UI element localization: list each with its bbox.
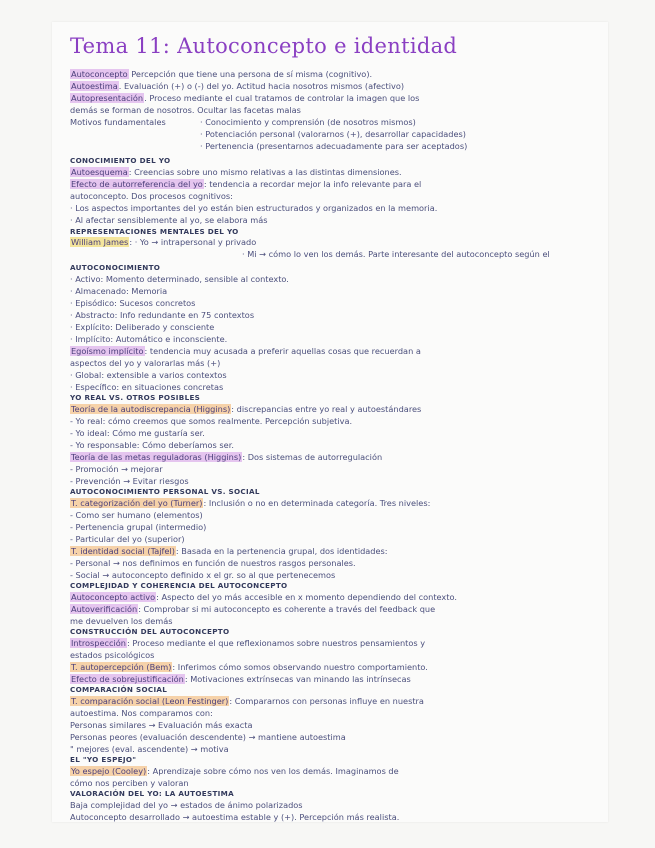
section-heading: COMPLEJIDAD Y COHERENCIA DEL AUTOCONCEPTO (70, 581, 288, 590)
bullet-item: - Como ser humano (elementos) (70, 510, 203, 520)
bullet-item: · Específico: en situaciones concretas (70, 382, 224, 392)
def-autoestima: Autoestima. Evaluación (+) o (-) del yo. Actitud hacia nosotros mismos (afectivo) (71, 81, 405, 91)
motivo-item: · Pertenencia (presentarnos adecuadamente para ser aceptados) (200, 141, 468, 151)
bullet-item: Personas similares → Evaluación más exacta (70, 720, 253, 730)
term-highlight: Autopresentación (71, 93, 144, 103)
section-heading: AUTOCONOCIMIENTO PERSONAL VS. SOCIAL (70, 487, 260, 496)
bullet-item: - Particular del yo (superior) (70, 534, 185, 544)
egoismo-cont: aspectos del yo y valorarlas más (+) (70, 358, 221, 368)
bullet-item: - Promoción → mejorar (70, 464, 163, 474)
bullet-item: · Los aspectos importantes del yo están bien estructurados y organizados en la memoria. (70, 203, 438, 213)
bullet-item: · Implícito: Automático e inconsciente. (70, 334, 228, 344)
turner: T. categorización del yo (Turner): Inclusión o no en determinada categoría. Tres niveles: (71, 498, 431, 508)
section-heading: AUTOCONOCIMIENTO (70, 263, 161, 272)
bullet-item: Personas peores (evaluación descendente) → mantiene autoestima (70, 732, 346, 742)
page-title: Tema 11: Autoconcepto e identidad (70, 34, 458, 58)
sobrejustificacion: Efecto de sobrejustificación: Motivaciones extrínsecas van minando las intrínsecas (71, 674, 411, 684)
autorreferencia: Efecto de autorreferencia del yo: tendencia a recordar mejor la info relevante para el (71, 179, 422, 189)
bullet-item: - Yo ideal: Cómo me gustaría ser. (70, 428, 205, 438)
bullet-item: · Abstracto: Info redundante en 75 contextos (70, 310, 255, 320)
section-heading: CONOCIMIENTO DEL YO (70, 156, 171, 165)
bullet-item: - Yo real: cómo creemos que somos realmente. Percepción subjetiva. (70, 416, 353, 426)
bullet-item: · Global: extensible a varios contextos (70, 370, 227, 380)
section-heading: EL "YO ESPEJO" (70, 755, 137, 764)
autodiscrepancia: Teoría de la autodiscrepancia (Higgins): discrepancias entre yo real y autoestándares (71, 404, 422, 414)
bullet-item: " mejores (eval. ascendente) → motiva (70, 744, 229, 754)
metas-reguladoras: Teoría de las metas reguladoras (Higgins): Dos sistemas de autorregulación (71, 452, 383, 462)
bullet-item: - Personal → nos definimos en función de nuestros rasgos personales. (70, 558, 356, 568)
section-heading: YO REAL VS. OTROS POSIBLES (70, 393, 201, 402)
def-autopresentacion: Autopresentación. Proceso mediante el cual tratamos de controlar la imagen que los (71, 93, 420, 103)
festinger-cont: autoestima. Nos comparamos con: (70, 708, 213, 718)
autoverificacion: Autoverificación: Comprobar si mi autoconcepto es coherente a través del feedback que (71, 604, 436, 614)
festinger: T. comparación social (Leon Festinger): Compararnos con personas influye en nuestra (71, 696, 424, 706)
bullet-item: · Mi → cómo lo ven los demás. Parte interesante del autoconcepto según el (242, 249, 550, 259)
autoconcepto-activo: Autoconcepto activo: Aspecto del yo más accesible en x momento dependiendo del contexto. (71, 592, 457, 602)
note-page (52, 22, 608, 822)
bullet-item: · Explícito: Deliberado y consciente (70, 322, 215, 332)
bullet-item: · Almacenado: Memoria (70, 286, 168, 296)
section-heading: CONSTRUCCIÓN DEL AUTOCONCEPTO (70, 627, 230, 636)
bullet-item: - Pertenencia grupal (intermedio) (70, 522, 207, 532)
section-heading: REPRESENTACIONES MENTALES DEL YO (70, 227, 239, 236)
introspeccion-cont: estados psicológicos (70, 650, 155, 660)
william-james: William James: · Yo → intrapersonal y privado (71, 237, 257, 247)
autoesquema: Autoesquema: Creencias sobre uno mismo relativas a las distintas dimensiones. (71, 167, 402, 177)
autorreferencia-cont: autoconcepto. Dos procesos cognitivos: (70, 191, 233, 201)
term-highlight: Autoconcepto (71, 69, 128, 79)
introspeccion: Introspección: Proceso mediante el que reflexionamos sobre nuestros pensamientos y (71, 638, 426, 648)
bullet-item: Autoconcepto desarrollado → autoestima estable y (+). Percepción más realista. (70, 812, 400, 822)
yo-espejo: Yo espejo (Cooley): Aprendizaje sobre cómo nos ven los demás. Imaginamos de (71, 766, 399, 776)
bullet-item: - Social → autoconcepto definido x el gr. so al que pertenecemos (70, 570, 336, 580)
yo-espejo-cont: cómo nos perciben y valoran (70, 778, 189, 788)
tajfel: T. identidad social (Tajfel): Basada en la pertenencia grupal, dos identidades: (71, 546, 388, 556)
bullet-item: Baja complejidad del yo → estados de ánimo polarizados (70, 800, 303, 810)
motivo-item: · Potenciación personal (valorarnos (+), desarrollar capacidades) (200, 129, 466, 139)
bullet-item: - Prevención → Evitar riesgos (70, 476, 189, 486)
autoverificacion-cont: me devuelven los demás (70, 616, 173, 626)
motivo-item: · Conocimiento y comprensión (de nosotros mismos) (200, 117, 416, 127)
bullet-item: - Yo responsable: Cómo deberíamos ser. (70, 440, 234, 450)
bullet-item: · Al afectar sensiblemente al yo, se elabora más (70, 215, 268, 225)
bullet-item: · Activo: Momento determinado, sensible al contexto. (70, 274, 289, 284)
section-heading: COMPARACIÓN SOCIAL (70, 685, 168, 694)
term-highlight: Autoestima (71, 81, 118, 91)
motivos-label: Motivos fundamentales (70, 117, 166, 127)
def-autopresentacion-cont: demás se forman de nosotros. Ocultar las facetas malas (70, 105, 301, 115)
def-autoconcepto: Autoconcepto Percepción que tiene una persona de sí misma (cognitivo). (71, 69, 373, 79)
bullet-item: · Episódico: Sucesos concretos (70, 298, 196, 308)
egoismo: Egoísmo implícito: tendencia muy acusada a preferir aquellas cosas que recuerdan a (71, 346, 421, 356)
autopercepcion: T. autopercepción (Bem): Inferimos cómo somos observando nuestro comportamiento. (71, 662, 428, 672)
section-heading: VALORACIÓN DEL YO: LA AUTOESTIMA (70, 789, 234, 798)
